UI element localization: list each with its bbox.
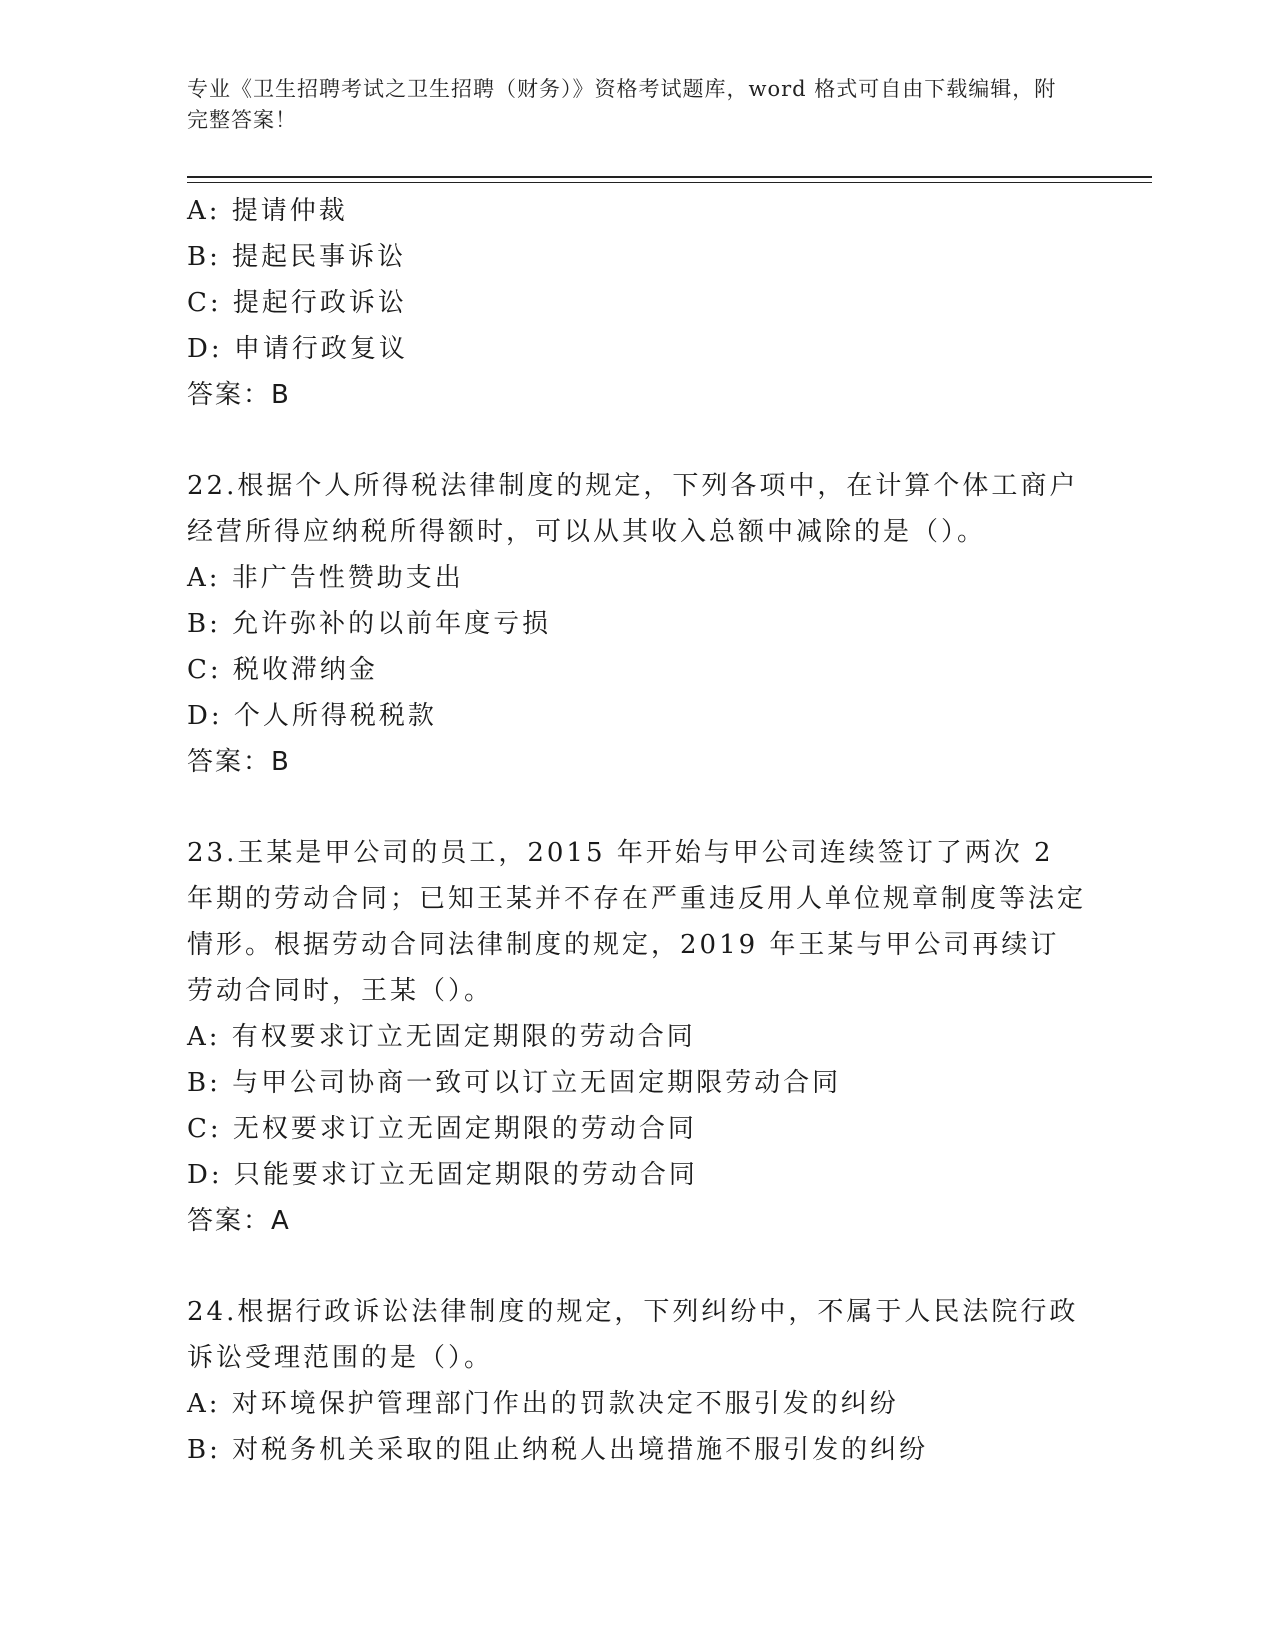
question-list: [187, 188, 1087, 1473]
option-d: D: 个人所得税税款: [187, 701, 437, 731]
document-header: 专业《卫生招聘考试之卫生招聘（财务）》资格考试题库，word 格式可自由下载编辑，附完整答案！: [187, 77, 1057, 132]
option-a: A: 提请仲裁: [187, 196, 348, 226]
answer-line: 答案：B: [187, 380, 291, 410]
option-c: C: 无权要求订立无固定期限的劳动合同: [187, 1114, 697, 1144]
question-text: 22.根据个人所得税法律制度的规定，下列各项中，在计算个体工商户经营所得应纳税所得额时，可以从其收入总额中减除的是（）。: [187, 471, 1079, 547]
question-22: [187, 463, 1087, 785]
option-b: B: 对税务机关采取的阻止纳税人出境措施不服引发的纠纷: [187, 1435, 929, 1465]
question-spacer: [187, 785, 1087, 830]
question-text: 23.王某是甲公司的员工，2015 年开始与甲公司连续签订了两次 2 年期的劳动合同；已知王某并不存在严重违反用人单位规章制度等法定情形。根据劳动合同法律制度的规定，2019 年王某与甲公司再续订劳动合同时，王某（）。: [187, 838, 1087, 1006]
question-24: [187, 1289, 1087, 1473]
question-text: 24.根据行政诉讼法律制度的规定，下列纠纷中，不属于人民法院行政诉讼受理范围的是（）。: [187, 1297, 1079, 1373]
question-spacer: [187, 418, 1087, 463]
answer-line: 答案：A: [187, 1206, 291, 1236]
option-d: D: 申请行政复议: [187, 334, 408, 364]
header-divider-thick: [187, 176, 1152, 178]
option-a: A: 有权要求订立无固定期限的劳动合同: [187, 1022, 696, 1052]
option-a: A: 非广告性赞助支出: [187, 563, 464, 593]
option-a: A: 对环境保护管理部门作出的罚款决定不服引发的纠纷: [187, 1389, 899, 1419]
option-b: B: 允许弥补的以前年度亏损: [187, 609, 552, 639]
header-divider-thin: [187, 182, 1152, 183]
option-b: B: 提起民事诉讼: [187, 242, 407, 272]
question-21: [187, 188, 1087, 418]
option-d: D: 只能要求订立无固定期限的劳动合同: [187, 1160, 698, 1190]
question-spacer: [187, 1244, 1087, 1289]
option-c: C: 提起行政诉讼: [187, 288, 407, 318]
option-b: B: 与甲公司协商一致可以订立无固定期限劳动合同: [187, 1068, 842, 1098]
answer-line: 答案：B: [187, 747, 291, 777]
option-c: C: 税收滞纳金: [187, 655, 378, 685]
question-23: [187, 830, 1087, 1244]
